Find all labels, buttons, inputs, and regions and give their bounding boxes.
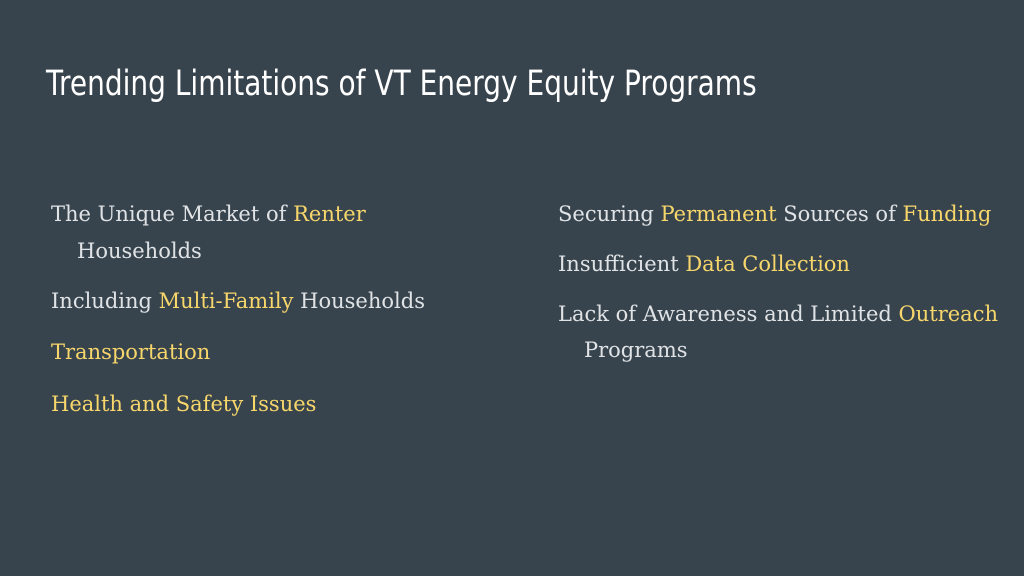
- list-item: [51, 334, 496, 371]
- item-highlight: Funding: [902, 202, 992, 226]
- list-item: [51, 283, 496, 320]
- list-item: [558, 246, 998, 283]
- list-item: [558, 296, 998, 368]
- item-text: Lack of Awareness and Limited: [558, 302, 899, 326]
- item-highlight: Permanent: [660, 202, 777, 226]
- list-item: [51, 196, 496, 270]
- item-text: Insufficient: [558, 252, 686, 276]
- item-text: Including: [51, 289, 159, 313]
- slide-title: Trending Limitations of VT Energy Equity Programs: [46, 64, 757, 104]
- item-text: Sources of: [776, 202, 903, 226]
- list-item: [51, 386, 496, 423]
- item-highlight: Renter: [293, 202, 366, 226]
- item-text: The Unique Market of: [51, 202, 294, 226]
- item-text: Securing: [558, 202, 661, 226]
- item-highlight: Multi-Family: [158, 289, 294, 313]
- item-text: Programs: [584, 338, 688, 362]
- item-highlight: Outreach: [898, 302, 998, 326]
- left-column: [51, 196, 496, 423]
- item-highlight: Transportation: [51, 340, 211, 364]
- list-item: [558, 196, 998, 233]
- item-highlight: Data Collection: [685, 252, 850, 276]
- item-text: Households: [293, 289, 425, 313]
- item-highlight: Health and Safety Issues: [51, 392, 317, 416]
- right-column: [558, 196, 998, 368]
- item-text: Households: [77, 239, 202, 263]
